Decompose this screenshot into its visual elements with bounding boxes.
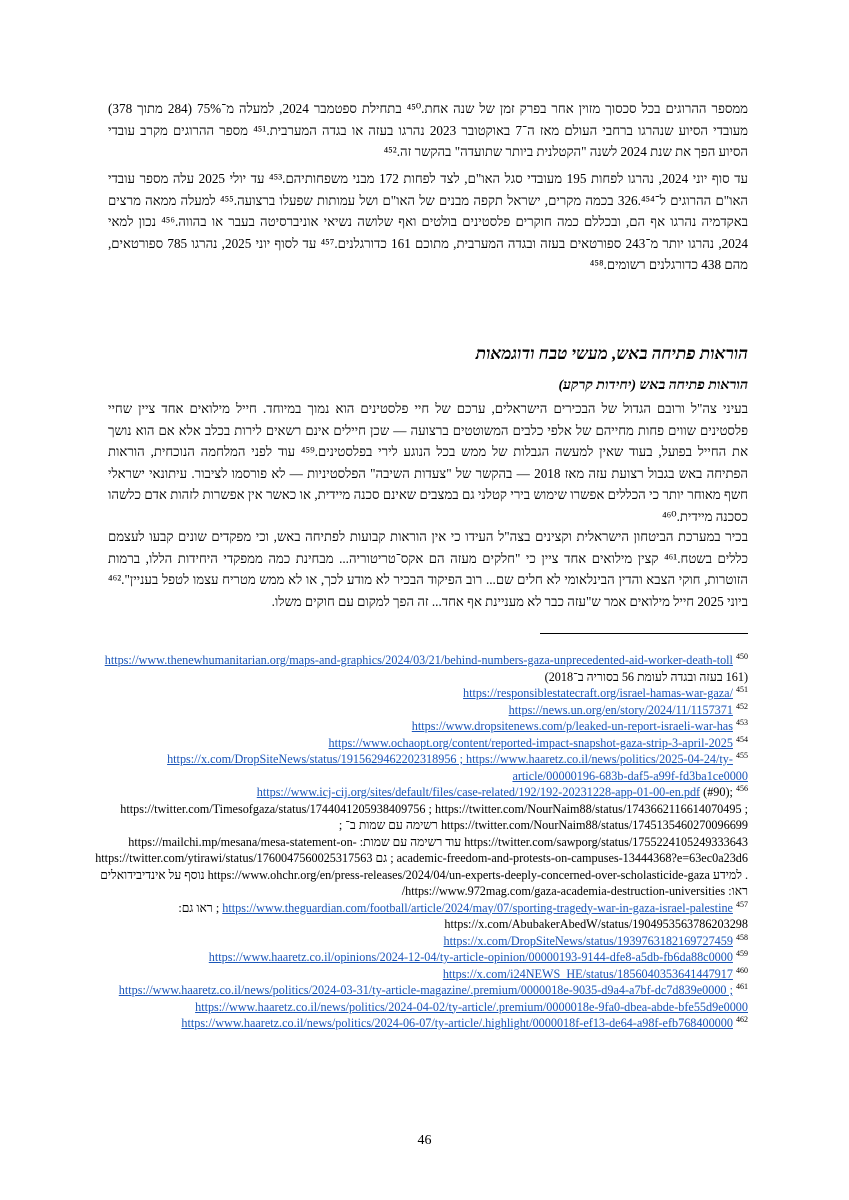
footnote-separator — [540, 633, 748, 634]
footnote-454 — [90, 735, 748, 752]
footnote-note: (161 בעזה ובגדה לעומת 56 בסוריה ב־2018) — [544, 669, 748, 684]
footnote-number: 452 — [736, 701, 748, 711]
footnote-452 — [90, 702, 748, 719]
footnote-462 — [90, 1015, 748, 1032]
footnote-458 — [90, 933, 748, 950]
footnote-number: 461 — [736, 981, 748, 991]
footnote-number: 460 — [736, 965, 748, 975]
footnote-link[interactable]: https://www.haaretz.co.il/news/politics/2024-06-07/ty-article/.highlight/0000018f-ef13-de64-a98f-efb768400000 — [181, 1016, 733, 1030]
footnote-456 — [90, 784, 748, 900]
footnote-link[interactable]: https://responsiblestatecraft.org/israel-hamas-war-gaza/ — [463, 686, 733, 700]
section-heading: הוראות פתיחה באש, מעשי טבח ודוגמאות — [475, 344, 748, 363]
footnote-link[interactable]: https://x.com/DropSiteNews/status/1939763182169727459 — [443, 933, 733, 948]
body-paragraph-3 — [108, 398, 748, 528]
footnote-number: 454 — [736, 734, 748, 744]
footnote-link[interactable]: https://x.com/DropSiteNews/status/1915629462202318956 ; https://www.haaretz.co.il/news/politics/2025-04-24/ty-article/00000196-683b-daf5-a99f-fd3ba1ce0000 — [167, 752, 748, 783]
body-paragraph-1 — [108, 98, 748, 163]
footnote-number: 458 — [736, 932, 748, 942]
footnotes-section — [90, 652, 748, 1032]
footnote-link[interactable]: https://www.haaretz.co.il/news/politics/2024-03-31/ty-article-magazine/.premium/0000018e-9035-d9a4-a7bf-dc7d839e0000 ; https://www.haaretz.co.il/news/politics/2024-04-02/ty-article/.premium/0000018e-9fa0-dbea-abde-bfe55d9e0000 — [118, 983, 748, 1014]
footnote-number: 457 — [736, 899, 748, 909]
footnote-link[interactable]: https://www.dropsitenews.com/p/leaked-un-report-israeli-war-has — [411, 719, 733, 733]
footnote-number: 462 — [736, 1014, 748, 1024]
page-number: 46 — [417, 1133, 432, 1148]
footnote-453 — [90, 718, 748, 735]
footnote-link[interactable]: https://www.ochaopt.org/content/reported-impact-snapshot-gaza-strip-3-april-2025 — [328, 735, 733, 750]
footnote-link[interactable]: https://www.haaretz.co.il/opinions/2024-12-04/ty-article-opinion/00000193-9144-dfe8-a5db-fb6da88c0000 — [208, 950, 733, 964]
footnote-460 — [90, 966, 748, 983]
footnote-459 — [90, 949, 748, 966]
footnote-number: 459 — [736, 948, 748, 958]
paragraph-1-text: ממספר ההרוגים בכל סכסוך מזוין אחר בפרק זמן של שנה אחת.⁴⁵⁰ בתחילת ספטמבר 2024, למעלה מ־75% (284 מתוך 378) מעובדי הסיוע שנהרגו ברחבי העולם מאז ה־7 באוקטובר 2023 נהרגו בעזה או בגדה המערבית.⁴⁵¹ מספר ההרוגים מקרב עובדי הסיוע הפך את שנת 2024 לשנה "הקטלנית ביותר שתועדה" בהקשר זה.⁴⁵² — [108, 101, 748, 160]
footnote-link[interactable]: https://www.thenewhumanitarian.org/maps-and-graphics/2024/03/21/behind-numbers-gaza-unprecedented-aid-worker-death-toll — [104, 653, 733, 667]
footnote-457 — [90, 900, 748, 933]
footnote-455 — [90, 751, 748, 784]
footnote-link[interactable]: https://x.com/i24NEWS_HE/status/1856040353641447917 — [442, 966, 733, 981]
footnote-number: 455 — [736, 750, 748, 760]
footnote-451 — [90, 685, 748, 702]
section-subheading: הוראות פתיחה באש (יחידות קרקע) — [558, 378, 748, 393]
footnote-link[interactable]: https://www.theguardian.com/football/article/2024/may/07/sporting-tragedy-war-in-gaza-israel-palestine — [222, 900, 733, 915]
footnote-note: ; ראו גם: https://x.com/AbubakerAbedW/status/1904953563786203298 — [178, 900, 748, 931]
paragraph-4-text: בכיר במערכת הביטחון הישראלית וקצינים בצה"ל העידו כי אין הוראות קבועות לפתיחה באש, וכי מפקדים שונים קבעו לעצמם כללים בשטח.⁴⁶¹ קצין מילואים אחד ציין כי "חלקים מעזה הם אקס־טריטוריה... מבחינת כמה ממפקדי היחידות הללו, ברמות הזוטרות, חוקי הצבא והדין הבינלאומי לא חלים שם... רוב הפיקוד הבכיר לא מודע לכך, או לא ממש מטריח עצמו לטפל בעניין".⁴⁶² ביוני 2025 חייל מילואים אמר ש"עזה כבר לא מעניינת אף אחד... זה הפך למקום עם חוקים משלו. — [108, 529, 749, 609]
footnote-note: (#90); https://twitter.com/Timesofgaza/status/1744041205938409756 ; https://twitter.com/NourNaim88/status/1743662116614070495 ; https://twitter.com/NourNaim88/status/1745135460270096699 רשימה עם שמות ב־ ; https://twitter.com/sawporg/status/1755224105249333643 עוד רשימה עם שמות: https://mailchi.mp/mesana/mesa-statement-on-academic-freedom-and-protests-on-campuses-13444368?e=63ec0a23d6 ; גם https://twitter.com/ytirawi/status/1760047560025317563 . למידע https://www.ohchr.org/en/press-releases/2024/04/un-experts-deeply-concerned-over-scholasticide-gaza נוסף על אינדיבידואלים ראו: https://www.972mag.com/gaza-academia-destruction-universities/ — [95, 785, 748, 898]
footnote-number: 451 — [736, 684, 748, 694]
footnote-number: 450 — [736, 651, 748, 661]
footnote-link[interactable]: https://news.un.org/en/story/2024/11/1157371 — [508, 702, 733, 717]
body-paragraph-4 — [108, 526, 748, 612]
footnote-461 — [90, 982, 748, 1015]
footnote-450 — [90, 652, 748, 685]
footnote-number: 456 — [736, 783, 748, 793]
footnote-link[interactable]: https://www.icj-cij.org/sites/default/files/case-related/192/192-20231228-app-01-00-en.pdf — [256, 785, 701, 799]
body-paragraph-2 — [108, 168, 748, 276]
paragraph-3-text: בעיני צה"ל ורובם הגדול של הבכירים הישראלים, ערכם של חיי פלסטינים הוא נמוך במיוחד. חייל מילואים אחד ציין שחיי פלסטינים שווים פחות מחייהם של אלפי כלבים המשוטטים ברצועה — שכן חיילים אינם רשאים לירות בכלב אלא אם הוא נושך את החייל בפועל, בעוד שאין למעשה הגבלות של ממש בכל הנוגע לירי בפלסטינים.⁴⁵⁹ עוד לפני המלחמה הנוכחית, הוראות הפתיחה באש בגבול רצועת עזה מאז 2018 — בהקשר של "צעדות השיבה" הפלסטיניות — לא פורסמו לציבור. עיתונאי ישראלי חשף מאוחר יותר כי הכללים אפשרו שימוש בירי קטלני גם במצבים שאינם סכנה מיידית, או כאשר אין אפשרות לזהות אדם כלשהו כסכנה מיידית.⁴⁶⁰ — [108, 401, 748, 524]
footnote-number: 453 — [736, 717, 748, 727]
paragraph-2-text: עד סוף יוני 2024, נהרגו לפחות 195 מעובדי סגל האו"ם, לצד לפחות 172 מבני משפחותיהם.⁴⁵³ עד יולי 2025 עלה מספר עובדי האו"ם ההרוגים ל־326.⁴⁵⁴ בכמה מקרים, ישראל תקפה מבנים של האו"ם ושל עמותות שפעלו ברצועה.⁴⁵⁵ למעלה ממאה מרצים באקדמיה נהרגו אף הם, ובכללם כמה חוקרים פלסטינים בולטים ואף שלושה נשיאי אוניברסיטה בעבר או בהווה.⁴⁵⁶ נכון למאי 2024, נהרגו יותר מ־243 ספורטאים בעזה ובגדה המערבית, מתוכם 161 כדורגלנים.⁴⁵⁷ עד לסוף יוני 2025, נהרגו 785 ספורטאים, מהם 438 כדורגלנים רשומים.⁴⁵⁸ — [108, 171, 748, 273]
